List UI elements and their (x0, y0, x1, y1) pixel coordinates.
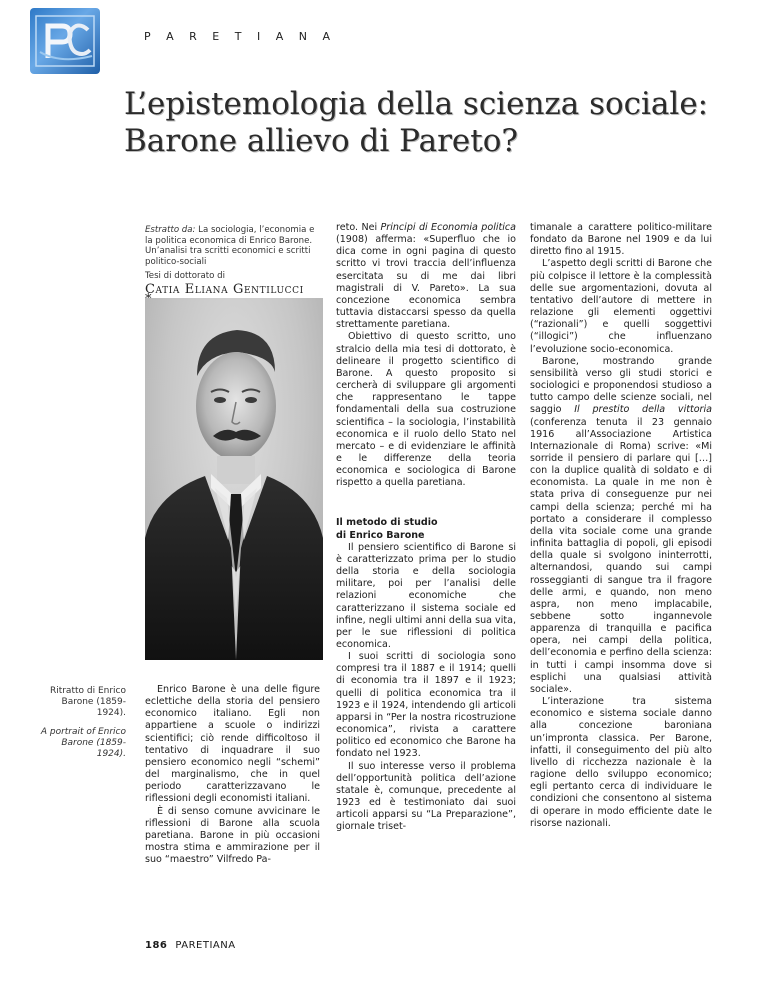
text-column-2 (336, 222, 516, 834)
paragraph: Il suo interesse verso il problema dell’opportunità politica dell’azione statale è, comunque, precedente al 1923 ed è testimoniato dai suoi articoli apparsi su “La Preparazione”, giornale triset- (336, 760, 516, 833)
text-run: (conferenza tenuta il 23 gennaio 1916 all’Associazione Artistica Internazionale di Roma) scrive: «Mi sorride il pensiero di parlare qui […] con la duplice qualità di soldato e di economista. La quale in me non è stata priva di conseguenze pur nei campi della scienza; perché mi ha portato a considerare il complesso della vita sociale come una grande infinita battaglia di popoli, gli episodi della quale si svolgono ininterrotti, alternandosi, quando sui campi rosseggianti di sangue tra il fragore delle armi, e quando, non meno aspra, non meno implacabile, sebbene sotto ingannevole apparenza di tranquilla e pacifica opera, nei campi della politica, dell’economia e perfino della scienza: in tutti i campi insomma dove si esplichi una qualsiasi attività sociale». (530, 416, 712, 695)
portrait-photo (145, 298, 323, 660)
thesis-label: Tesi di dottorato di (145, 271, 225, 281)
paragraph (530, 356, 712, 696)
caption-italian: Ritratto di Enrico Barone (1859-1924). (49, 686, 126, 718)
source-text: La sociologia, l’economia e la politica economica di Enrico Barone. Un’analisi tra scritti economici e scritti politico-sociali (145, 225, 315, 267)
paretiana-logo (30, 8, 100, 74)
paragraph: Enrico Barone è una delle figure eclettiche della storia del pensiero economico italiano. Egli non appartiene a scuole o indirizzi scientifici; ciò rende difficoltoso il tentativo di inquadrare il suo pensiero economico negli “schemi” del marginalismo, che in quel periodo caratterizzavano le riflessioni degli economisti italiani. (145, 684, 320, 805)
page-number: 186 (145, 940, 168, 951)
section-heading (336, 517, 516, 541)
footer-label: PARETIANA (175, 940, 236, 951)
paragraph: Il pensiero scientifico di Barone si è caratterizzato prima per lo studio della storia e della sociologia militare, poi per l’analisi delle relazioni economiche che caratterizzano il sistema sociale ed infine, negli ultimi anni della sua vita, per le sue riflessioni di politica economica. (336, 541, 516, 650)
page-footer (145, 940, 236, 951)
paragraph (336, 222, 516, 331)
heading-line-1: Il metodo di studio (336, 517, 438, 529)
text-run: (1908) afferma: «Superfluo che io dica come in ogni pagina di questo scritto vi trovi traccia dell’influenza esercitata su di me dai libri magistrali di V. Pareto». La sua concezione economica sembra tuttavia distaccarsi spesso da quella strettamente paretiana. (336, 234, 516, 331)
source-note (145, 225, 315, 306)
text-column-1 (145, 684, 320, 866)
paragraph: È di senso comune avvicinare le riflessioni di Barone alla scuola paretiana. Barone in più occasioni mostra stima e ammirazione per il suo “maestro” Vilfredo Pa- (145, 805, 320, 866)
paragraph: Obiettivo di questo scritto, uno stralcio della mia tesi di dottorato, è delineare il progetto scientifico di Barone. A questo proposito si cercherà di sviluppare gli argomenti che rappresentano le tappe fondamentali della sua costruzione scientifica – la sociologia, l’instabilità economica e il ruolo dello Stato nel mercato – e di evidenziare le affinità e le differenze della teoria economica e sociologica di Barone rispetto a quella paretiana. (336, 331, 516, 489)
article-title (124, 86, 744, 160)
caption-english: A portrait of Enrico Barone (1859-1924). (40, 727, 126, 759)
portrait-image (145, 298, 323, 660)
paragraph: timanale a carattere politico-militare fondato da Barone nel 1909 e da lui diretto fino al 1915. (530, 222, 712, 258)
paragraph: I suoi scritti di sociologia sono compresi tra il 1887 e il 1914; quelli di economia tra il 1897 e il 1923; quelli di politica economica tra il 1923 e il 1924, intendendo gli articoli apparsi in “Per la nostra ricostruzione economica”, rivista a carattere politico ed economico che Barone ha fondato nel 1923. (336, 651, 516, 760)
source-label: Estratto da: (145, 225, 196, 235)
book-title: Principi di Economia politica (380, 222, 516, 233)
title-line-1: L’epistemologia della scienza sociale: (124, 86, 709, 122)
text-run: Barone, mostrando grande sensibilità verso gli studi storici e sociologici e proponendosi studioso a tutto campo delle scienze sociali, nel saggio (530, 355, 712, 416)
title-line-2: Barone allievo di Pareto? (124, 123, 518, 159)
portrait-caption (40, 686, 126, 760)
author-name: Catia Eliana Gentilucci (145, 281, 304, 297)
text-run: reto. Nei (336, 222, 381, 233)
text-column-3 (530, 222, 712, 830)
paragraph: L’interazione tra sistema economico e sistema sociale danno alla concezione baroniana un’impronta classica. Per Barone, infatti, il conseguimento del più alto livello di ricchezza nazionale è la ragione dello sviluppo economico; egli pertanto cerca di individuare le condizioni che consentono al sistema di operare in modo efficiente date le risorse nazionali. (530, 696, 712, 829)
essay-title: Il prestito della vittoria (574, 404, 712, 416)
heading-line-2: di Enrico Barone (336, 529, 425, 541)
section-label: P A R E T I A N A (144, 30, 336, 43)
paragraph: L’aspetto degli scritti di Barone che più colpisce il lettore è la complessità delle sue argomentazioni, dovuta al tentativo dell’autore di mettere in relazione gli elementi oggettivi (“razionali”) e quelli soggettivi (“illogici”) che influenzano l’evoluzione socio-economica. (530, 258, 712, 355)
logo-graphic-icon (30, 8, 100, 74)
